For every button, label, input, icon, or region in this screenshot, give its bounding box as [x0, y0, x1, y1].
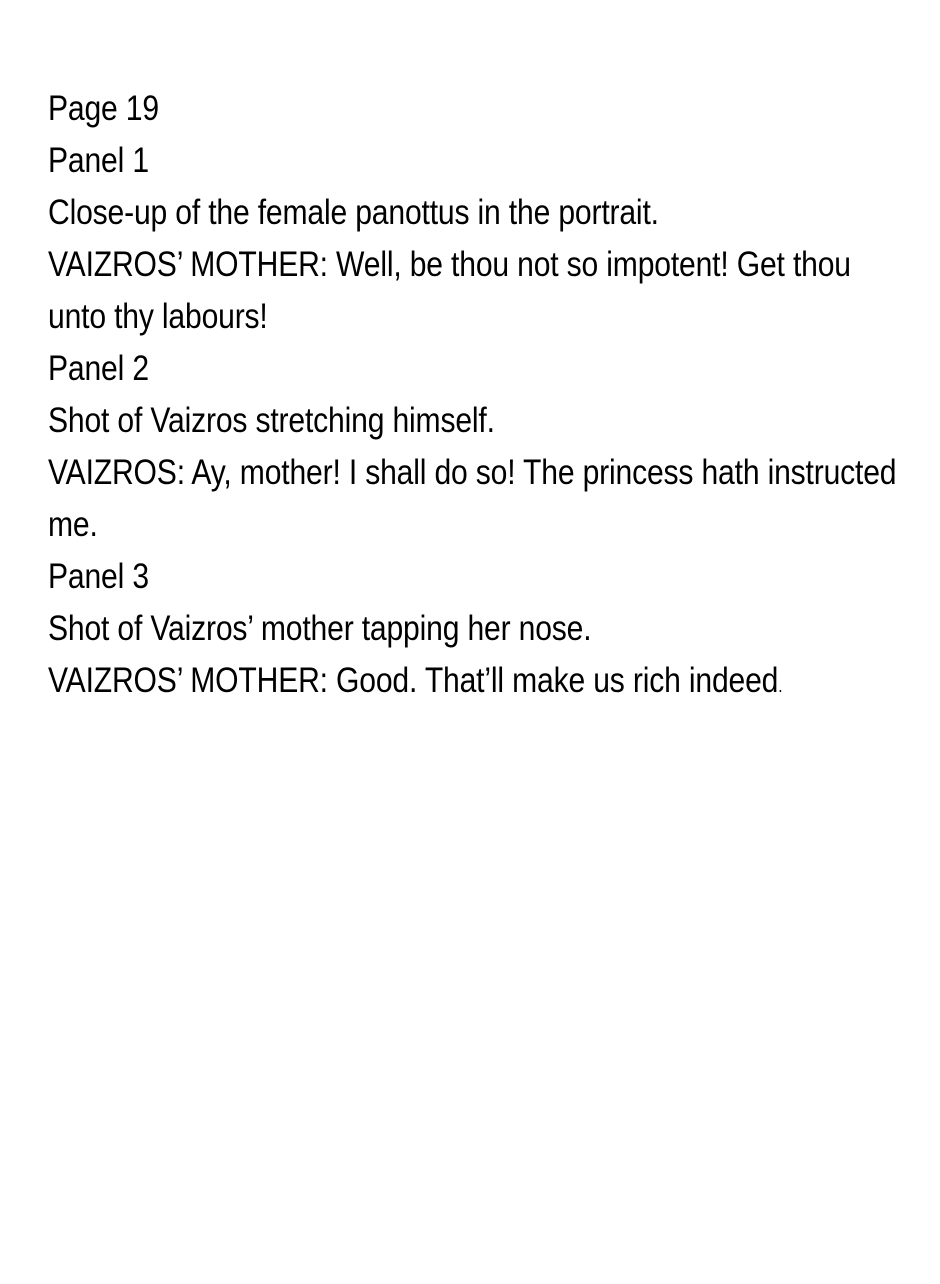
panel-1-description: Close-up of the female panottus in the portrait. [48, 193, 659, 232]
panel-2-dialogue: VAIZROS: Ay, mother! I shall do so! The princess hath instructed me. [48, 453, 905, 544]
panel-3-label: Panel 3 [48, 557, 149, 596]
panel-2-label: Panel 2 [48, 349, 149, 388]
panel-3-dialogue-line [48, 655, 899, 712]
panel-3-dialogue: VAIZROS’ MOTHER: Good. That’ll make us rich indeed [48, 661, 779, 700]
panel-2-description: Shot of Vaizros stretching himself. [48, 401, 495, 440]
page-heading: Page 19 [48, 89, 159, 128]
panel-1-dialogue: VAIZROS’ MOTHER: Well, be thou not so impotent! Get thou unto thy labours! [48, 245, 860, 336]
panel-3-description: Shot of Vaizros’ mother tapping her nose. [48, 609, 592, 648]
script-page [48, 83, 905, 712]
panel-1-label: Panel 1 [48, 141, 149, 180]
panel-3-dialogue-end: . [778, 676, 783, 696]
